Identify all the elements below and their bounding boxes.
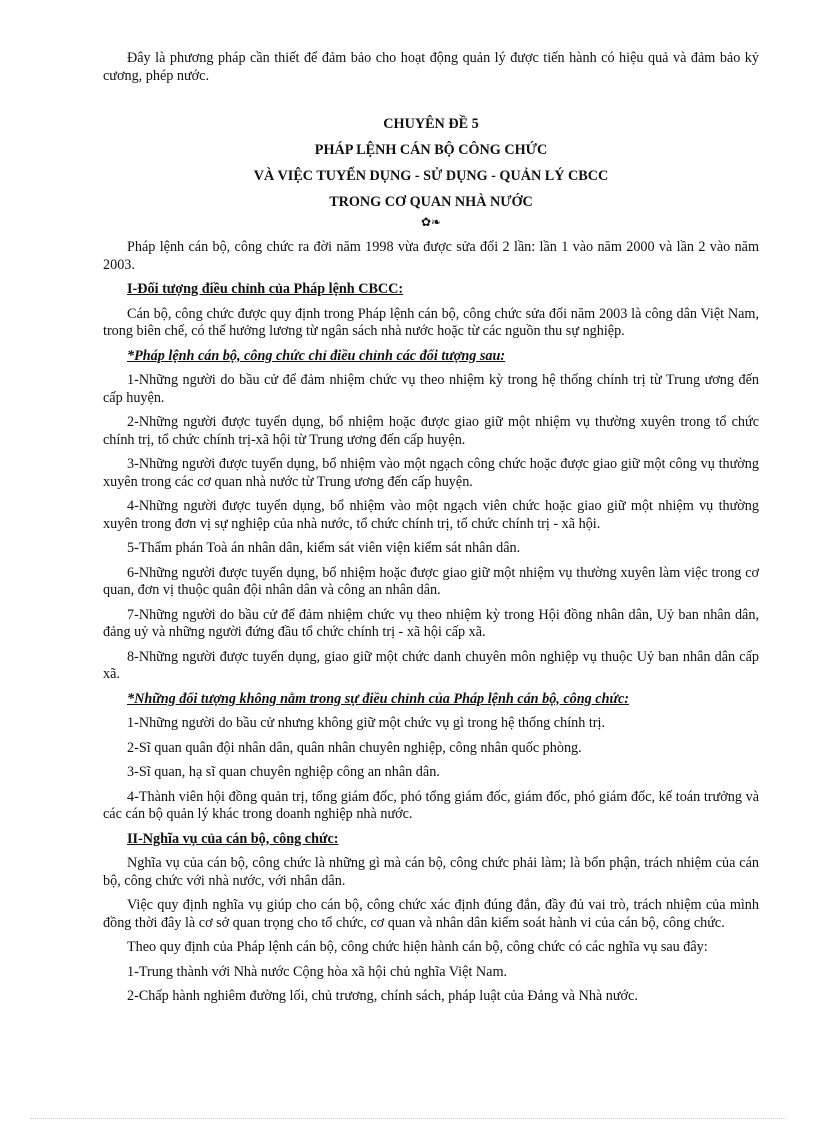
- subsection-2-heading: *Những đối tượng không nằm trong sự điều chỉnh của Pháp lệnh cán bộ, công chức:: [127, 690, 630, 707]
- intro-paragraph: Đây là phương pháp cần thiết để đảm bảo cho hoạt động quản lý được tiến hành có hiệu quả và đảm bảo kỷ cương, phép nước.: [103, 50, 759, 84]
- list-item: 2-Những người được tuyển dụng, bổ nhiệm hoặc được giao giữ một nhiệm vụ thường xuyên trong tổ chức chính trị, tổ chức chính trị-xã hội từ Trung ương đến cấp huyện.: [103, 414, 759, 448]
- list-item: 5-Thẩm phán Toà án nhân dân, kiểm sát viên viện kiểm sát nhân dân.: [127, 540, 521, 556]
- title-line-4: TRONG CƠ QUAN NHÀ NƯỚC: [329, 194, 533, 210]
- list-item: 8-Những người được tuyển dụng, giao giữ một chức danh chuyên môn nghiệp vụ thuộc Uỷ ban nhân dân cấp xã.: [103, 648, 759, 682]
- list-item: 2-Chấp hành nghiêm đường lối, chủ trương, chính sách, pháp luật của Đảng và Nhà nước.: [127, 988, 638, 1004]
- title-line-1: CHUYÊN ĐỀ 5: [383, 116, 479, 132]
- section-2-paragraph: Việc quy định nghĩa vụ giúp cho cán bộ, công chức xác định đúng đắn, đầy đủ vai trò, trách nhiệm của mình đồng thời đây là cơ sở quan trọng cho tổ chức, cơ quan và nhân dân kiểm soát hành vi của cán bộ, công chức.: [103, 897, 759, 931]
- title-line-3: VÀ VIỆC TUYỂN DỤNG - SỬ DỤNG - QUẢN LÝ CBCC: [253, 168, 609, 184]
- section-1-heading: I-Đối tượng điều chỉnh của Pháp lệnh CBCC:: [127, 281, 404, 297]
- section-2-paragraph: Theo quy định của Pháp lệnh cán bộ, công chức hiện hành cán bộ, công chức có các nghĩa vụ sau đây:: [127, 939, 708, 955]
- document-title: [103, 111, 759, 215]
- section-2-heading: II-Nghĩa vụ của cán bộ, công chức:: [127, 830, 339, 847]
- list-item: 1-Trung thành với Nhà nước Cộng hòa xã hội chủ nghĩa Việt Nam.: [127, 963, 508, 980]
- opening-paragraph: Pháp lệnh cán bộ, công chức ra đời năm 1998 vừa được sửa đổi 2 lần: lần 1 vào năm 2000 và lần 2 vào năm 2003.: [103, 239, 759, 273]
- list-item: 4-Thành viên hội đồng quản trị, tổng giám đốc, phó tổng giám đốc, giám đốc, phó giám đốc, kế toán trưởng và các cán bộ quản lý khác trong doanh nghiệp nhà nước.: [103, 788, 759, 822]
- list-item: 7-Những người do bầu cử để đảm nhiệm chức vụ theo nhiệm kỳ trong Hội đồng nhân dân, Uỷ ban nhân dân, đảng uỷ và những người đứng đầu tổ chức chính trị - xã hội cấp xã.: [103, 606, 759, 640]
- list-item: 1-Những người do bầu cử để đảm nhiệm chức vụ theo nhiệm kỳ trong hệ thống chính trị từ Trung ương đến cấp huyện.: [103, 372, 759, 406]
- list-item: 3-Sĩ quan, hạ sĩ quan chuyên nghiệp công an nhân dân.: [127, 764, 440, 780]
- section-2-paragraph: Nghĩa vụ của cán bộ, công chức là những gì mà cán bộ, công chức phải làm; là bổn phận, trách nhiệm của cán bộ, công chức với nhà nước, với nhân dân.: [103, 855, 759, 889]
- list-item: 3-Những người được tuyển dụng, bổ nhiệm vào một ngạch công chức hoặc được giao giữ một công vụ thường xuyên trong các cơ quan nhà nước từ Trung ương đến cấp huyện.: [103, 456, 759, 490]
- subsection-1-heading: *Pháp lệnh cán bộ, công chức chỉ điều chỉnh các đối tượng sau:: [127, 347, 506, 364]
- list-item: 6-Những người được tuyển dụng, bổ nhiệm hoặc được giao giữ một nhiệm vụ thường xuyên làm việc trong cơ quan, đơn vị thuộc quân đội nhân dân và công an nhân dân.: [103, 564, 759, 598]
- list-item: 4-Những người được tuyển dụng, bổ nhiệm vào một ngạch viên chức hoặc giao giữ một nhiệm vụ thường xuyên trong đơn vị sự nghiệp của nhà nước, tổ chức chính trị, tổ chức chính trị - xã hội.: [103, 498, 759, 532]
- page-bottom-rule: [30, 1118, 786, 1119]
- title-line-2: PHÁP LỆNH CÁN BỘ CÔNG CHỨC: [314, 142, 548, 158]
- list-item: 2-Sĩ quan quân đội nhân dân, quân nhân chuyên nghiệp, công nhân quốc phòng.: [127, 739, 582, 756]
- section-1-definition: Cán bộ, công chức được quy định trong Pháp lệnh cán bộ, công chức sửa đổi năm 2003 là công dân Việt Nam, trong biên chế, có thể hưởng lương từ ngân sách nhà nước hoặc từ các nguồn thu sự nghiệp.: [103, 305, 759, 339]
- list-item: 1-Những người do bầu cử nhưng không giữ một chức vụ gì trong hệ thống chính trị.: [127, 715, 606, 731]
- document-body: [103, 50, 759, 1013]
- ornament-icon: ✿❧: [420, 215, 442, 229]
